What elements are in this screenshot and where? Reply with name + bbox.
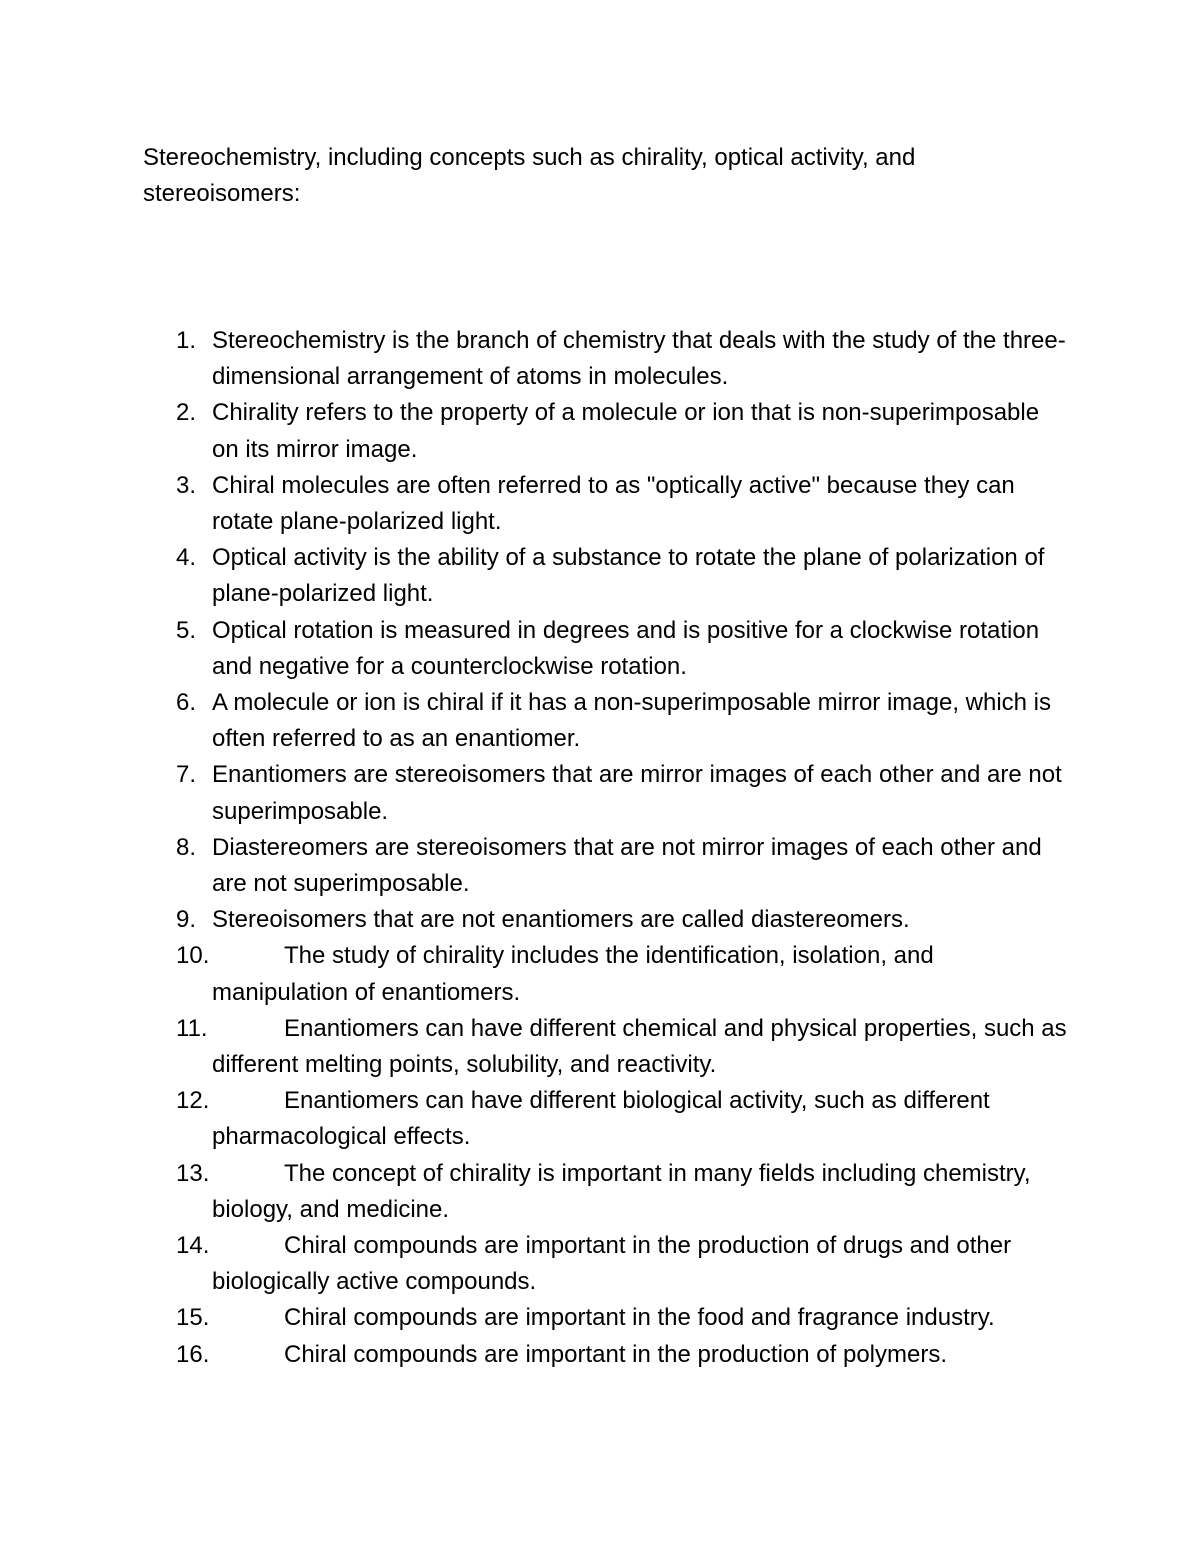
list-item	[0, 830, 1072, 902]
list-item-number: 1.	[176, 327, 197, 354]
list-item-number: 12.	[176, 1087, 210, 1115]
list-item	[0, 938, 1072, 1010]
list-item	[0, 1156, 1072, 1228]
list-item-text: Diastereomers are stereoisomers that are not mirror images of each other and are not superimposable.	[212, 833, 1042, 898]
list-item	[0, 395, 1072, 467]
list-item-text: Chiral compounds are important in the production of polymers.	[284, 1340, 947, 1368]
list-item-number: 10.	[176, 942, 210, 970]
list-item-text: Enantiomers can have different chemical and physical properties, such as different melting points, solubility, and reactivity.	[212, 1014, 1067, 1079]
list-item	[0, 1011, 1072, 1083]
list-item-number: 15.	[176, 1304, 210, 1332]
list-item	[0, 685, 1072, 757]
intro-paragraph: Stereochemistry, including concepts such as chirality, optical activity, and stereoisomers:	[143, 144, 916, 207]
list-item-text: Chiral compounds are important in the production of drugs and other biologically active compounds.	[212, 1232, 1012, 1296]
list-item-number: 2.	[176, 399, 197, 427]
list-item-number: 7.	[176, 761, 197, 789]
list-item	[0, 540, 1072, 612]
list-item	[0, 1083, 1072, 1155]
list-item-text: Enantiomers can have different biological activity, such as different pharmacological effects.	[212, 1087, 990, 1151]
list-item-text: Optical activity is the ability of a substance to rotate the plane of polarization of plane-polarized light.	[212, 544, 1045, 608]
list-item-number: 16.	[176, 1340, 210, 1368]
list-item	[0, 613, 1072, 685]
list-item-number: 13.	[176, 1159, 210, 1187]
list-item-number: 14.	[176, 1232, 210, 1260]
list-item	[0, 902, 1072, 938]
list-item	[0, 757, 1072, 829]
list-item-number: 6.	[176, 689, 197, 717]
list-item-number: 5.	[176, 616, 197, 644]
list-item-number: 3.	[176, 471, 197, 499]
list-item-text: A molecule or ion is chiral if it has a non-superimposable mirror image, which is often referred to as an enantiomer.	[212, 689, 1052, 753]
list-item-number: 11.	[176, 1014, 208, 1042]
list-item-text: The concept of chirality is important in many fields including chemistry, biology, and medicine.	[212, 1159, 1031, 1223]
list-item-number: 4.	[176, 544, 197, 572]
list-item	[0, 1228, 1072, 1300]
list-item	[0, 323, 1072, 395]
list-item-text: Stereoisomers that are not enantiomers are called diastereomers.	[212, 906, 910, 934]
list-item-number: 8.	[176, 833, 197, 861]
list-item-text: Chiral compounds are important in the food and fragrance industry.	[284, 1304, 995, 1332]
list-item-number: 9.	[176, 906, 197, 934]
list-item	[0, 468, 1072, 540]
list-item-text: Chiral molecules are often referred to as "optically active" because they can rotate plane-polarized light.	[212, 471, 1015, 536]
list-item	[0, 1337, 1072, 1373]
list-item-text: Optical rotation is measured in degrees and is positive for a clockwise rotation and negative for a counterclockwise rotation.	[212, 616, 1040, 680]
list-item-text: The study of chirality includes the identification, isolation, and manipulation of enantiomers.	[212, 942, 934, 1006]
list-item-text: Chirality refers to the property of a molecule or ion that is non-superimposable on its mirror image.	[212, 399, 1040, 463]
list-item	[0, 1300, 1072, 1336]
numbered-list	[0, 323, 1200, 1373]
list-item-text: Stereochemistry is the branch of chemistry that deals with the study of the three-dimensional arrangement of atoms in molecules.	[212, 327, 1066, 391]
list-item-text: Enantiomers are stereoisomers that are mirror images of each other and are not superimposable.	[212, 761, 1062, 825]
